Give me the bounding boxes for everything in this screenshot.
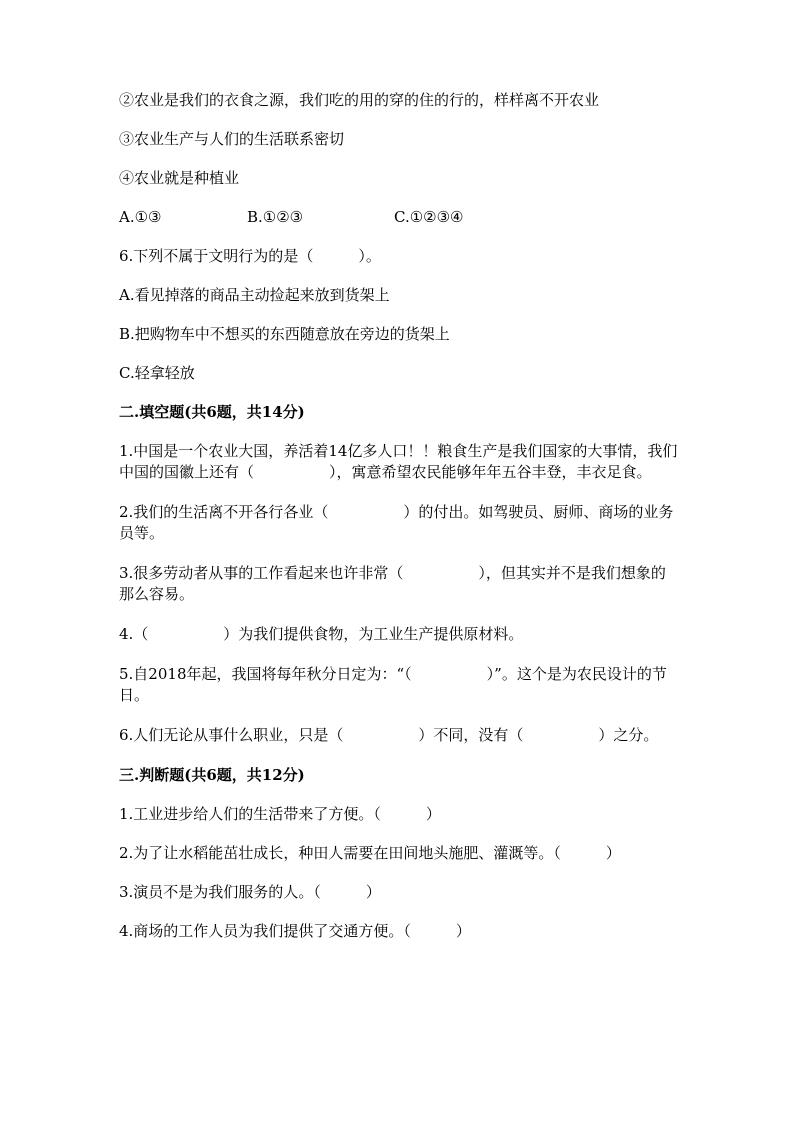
q5-option-b: B.①②③	[247, 208, 304, 226]
q6-option-c: C.轻拿轻放	[119, 364, 195, 382]
fill-question-5: 5.自2018年起，我国将每年秋分日定为：“（ ）”。这个是为农民设计的节日。	[119, 665, 667, 704]
judge-question-1: 1.工业进步给人们的生活带来了方便。（ ）	[119, 805, 441, 823]
exam-page	[119, 90, 679, 941]
fill-question-4: 4.（ ）为我们提供食物，为工业生产提供原材料。	[119, 625, 524, 643]
q5-statement-4: ④农业就是种植业	[119, 169, 240, 187]
section-2-heading: 二.填空题(共6题，共14分)	[119, 403, 305, 421]
section-3-heading: 三.判断题(共6题，共12分)	[119, 766, 305, 784]
q5-options	[119, 207, 679, 227]
fill-question-1: 1.中国是一个农业大国，养活着14亿多人口！！粮食生产是我们国家的大事情，我们中国的国徽上还有（ ），寓意希望农民能够年年五谷丰登，丰衣足食。	[119, 442, 678, 481]
judge-question-2: 2.为了让水稻能茁壮成长，种田人需要在田间地头施肥、灌溉等。（ ）	[119, 844, 621, 862]
q5-statement-2: ②农业是我们的衣食之源，我们吃的用的穿的住的行的，样样离不开农业	[119, 91, 600, 109]
q6-question: 6.下列不属于文明行为的是（ ）。	[119, 247, 381, 265]
q6-option-a: A.看见掉落的商品主动捡起来放到货架上	[119, 286, 390, 304]
fill-question-2: 2.我们的生活离不开各行各业（ ）的付出。如驾驶员、厨师、商场的业务员等。	[119, 503, 674, 542]
q5-statement-3: ③农业生产与人们的生活联系密切	[119, 130, 345, 148]
q6-option-b: B.把购物车中不想买的东西随意放在旁边的货架上	[119, 325, 450, 343]
judge-question-4: 4.商场的工作人员为我们提供了交通方便。（ ）	[119, 922, 471, 940]
q5-option-c: C.①②③④	[394, 208, 464, 226]
judge-question-3: 3.演员不是为我们服务的人。（ ）	[119, 883, 381, 901]
q5-option-a: A.①③	[119, 208, 162, 226]
fill-question-6: 6.人们无论从事什么职业，只是（ ）不同，没有（ ）之分。	[119, 726, 659, 744]
fill-question-3: 3.很多劳动者从事的工作看起来也许非常（ ），但其实并不是我们想象的那么容易。	[119, 564, 666, 603]
